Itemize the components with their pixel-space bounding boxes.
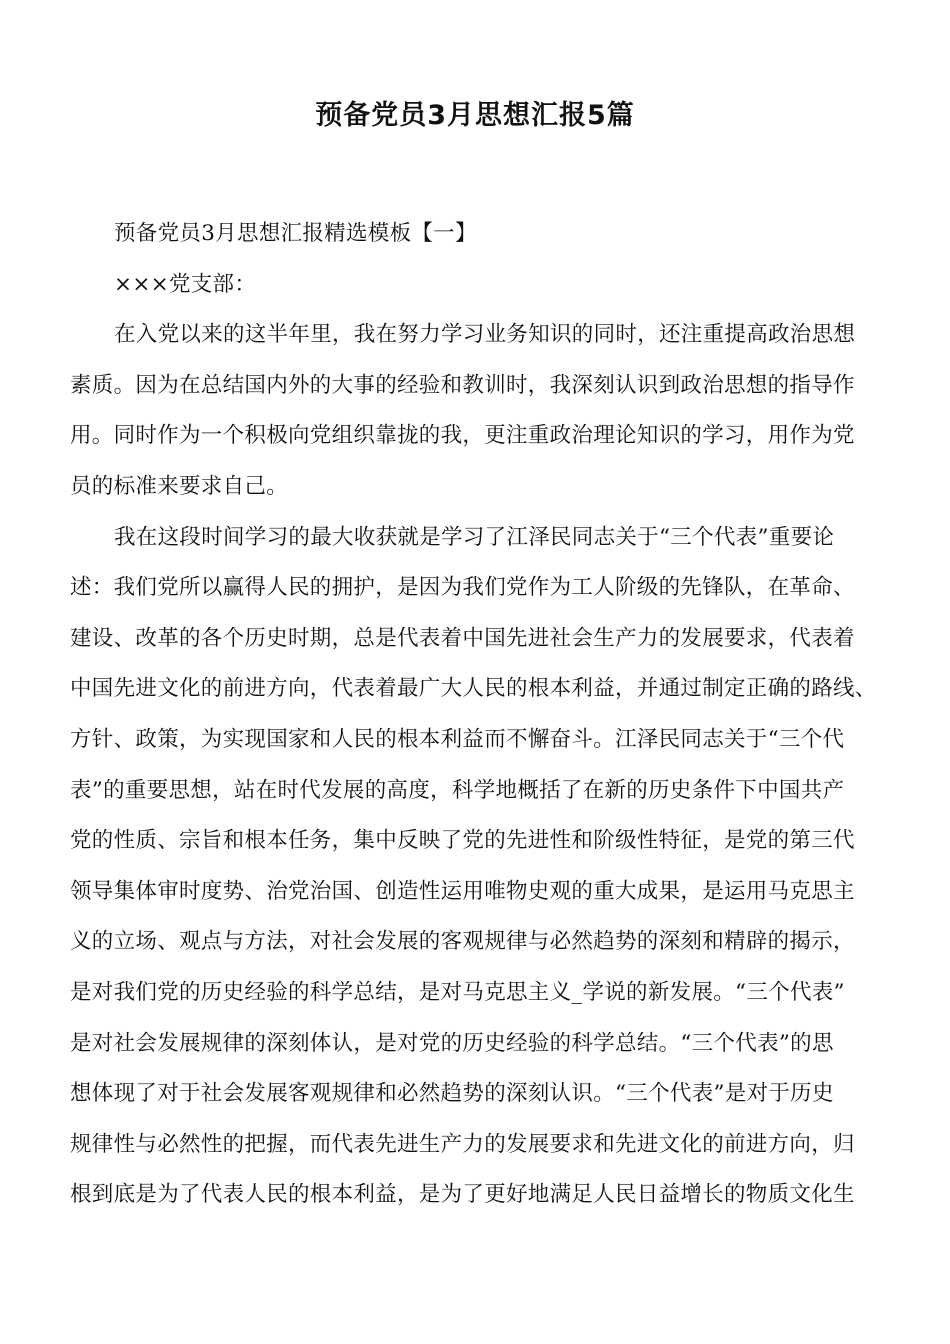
paragraph-line: 根到底是为了代表人民的根本利益，是为了更好地满足人民日益增长的物质文化生 <box>70 1182 855 1208</box>
paragraph-2 <box>70 513 882 1221</box>
paragraph-line: 我在这段时间学习的最大收获就是学习了江泽民同志关于“三个代表”重要论 <box>114 524 835 550</box>
paragraph-line: 是对我们党的历史经验的科学总结，是对马克思主义_学说的新发展。“三个代表” <box>70 979 845 1005</box>
paragraph-line: 表”的重要思想，站在时代发展的高度，科学地概括了在新的历史条件下中国共产 <box>70 777 845 803</box>
paragraph-line: 义的立场、观点与方法，对社会发展的客观规律与必然趋势的深刻和精辟的揭示， <box>70 929 855 955</box>
paragraph-line: 方针、政策，为实现国家和人民的根本利益而不懈奋斗。江泽民同志关于“三个代 <box>70 726 845 752</box>
paragraph-line: 在入党以来的这半年里，我在努力学习业务知识的同时，还注重提高政治思想 <box>114 322 856 348</box>
paragraph-line: 想体现了对于社会发展客观规律和必然趋势的深刻认识。“三个代表”是对于历史 <box>70 1081 834 1107</box>
paragraph-1 <box>70 310 882 512</box>
document-body <box>70 209 882 1221</box>
salutation: ×××党支部： <box>114 271 257 297</box>
paragraph-line: 建设、改革的各个历史时期，总是代表着中国先进社会生产力的发展要求，代表着 <box>70 625 855 651</box>
paragraph-line: 规律性与必然性的把握，而代表先进生产力的发展要求和先进文化的前进方向，归 <box>70 1131 855 1157</box>
paragraph-line: 领导集体审时度势、治党治国、创造性运用唯物史观的重大成果，是运用马克思主 <box>70 878 855 904</box>
paragraph-line: 素质。因为在总结国内外的大事的经验和教训时，我深刻认识到政治思想的指导作 <box>70 372 855 398</box>
paragraph-line: 党的性质、宗旨和根本任务，集中反映了党的先进性和阶级性特征，是党的第三代 <box>70 828 855 854</box>
paragraph-line: 述：我们党所以赢得人民的拥护，是因为我们党作为工人阶级的先锋队，在革命、 <box>70 575 855 601</box>
paragraph-line: 是对社会发展规律的深刻体认，是对党的历史经验的科学总结。“三个代表”的思 <box>70 1030 834 1056</box>
paragraph-line: 中国先进文化的前进方向，代表着最广大人民的根本利益，并通过制定正确的路线、 <box>70 676 877 702</box>
paragraph-line: 员的标准来要求自己。 <box>70 473 289 499</box>
document-title: 预备党员3月思想汇报5篇 <box>315 100 635 131</box>
paragraph-line: 用。同时作为一个积极向党组织靠拢的我，更注重政治理论知识的学习，用作为党 <box>70 423 855 449</box>
section-heading: 预备党员3月思想汇报精选模板【一】 <box>114 221 477 246</box>
